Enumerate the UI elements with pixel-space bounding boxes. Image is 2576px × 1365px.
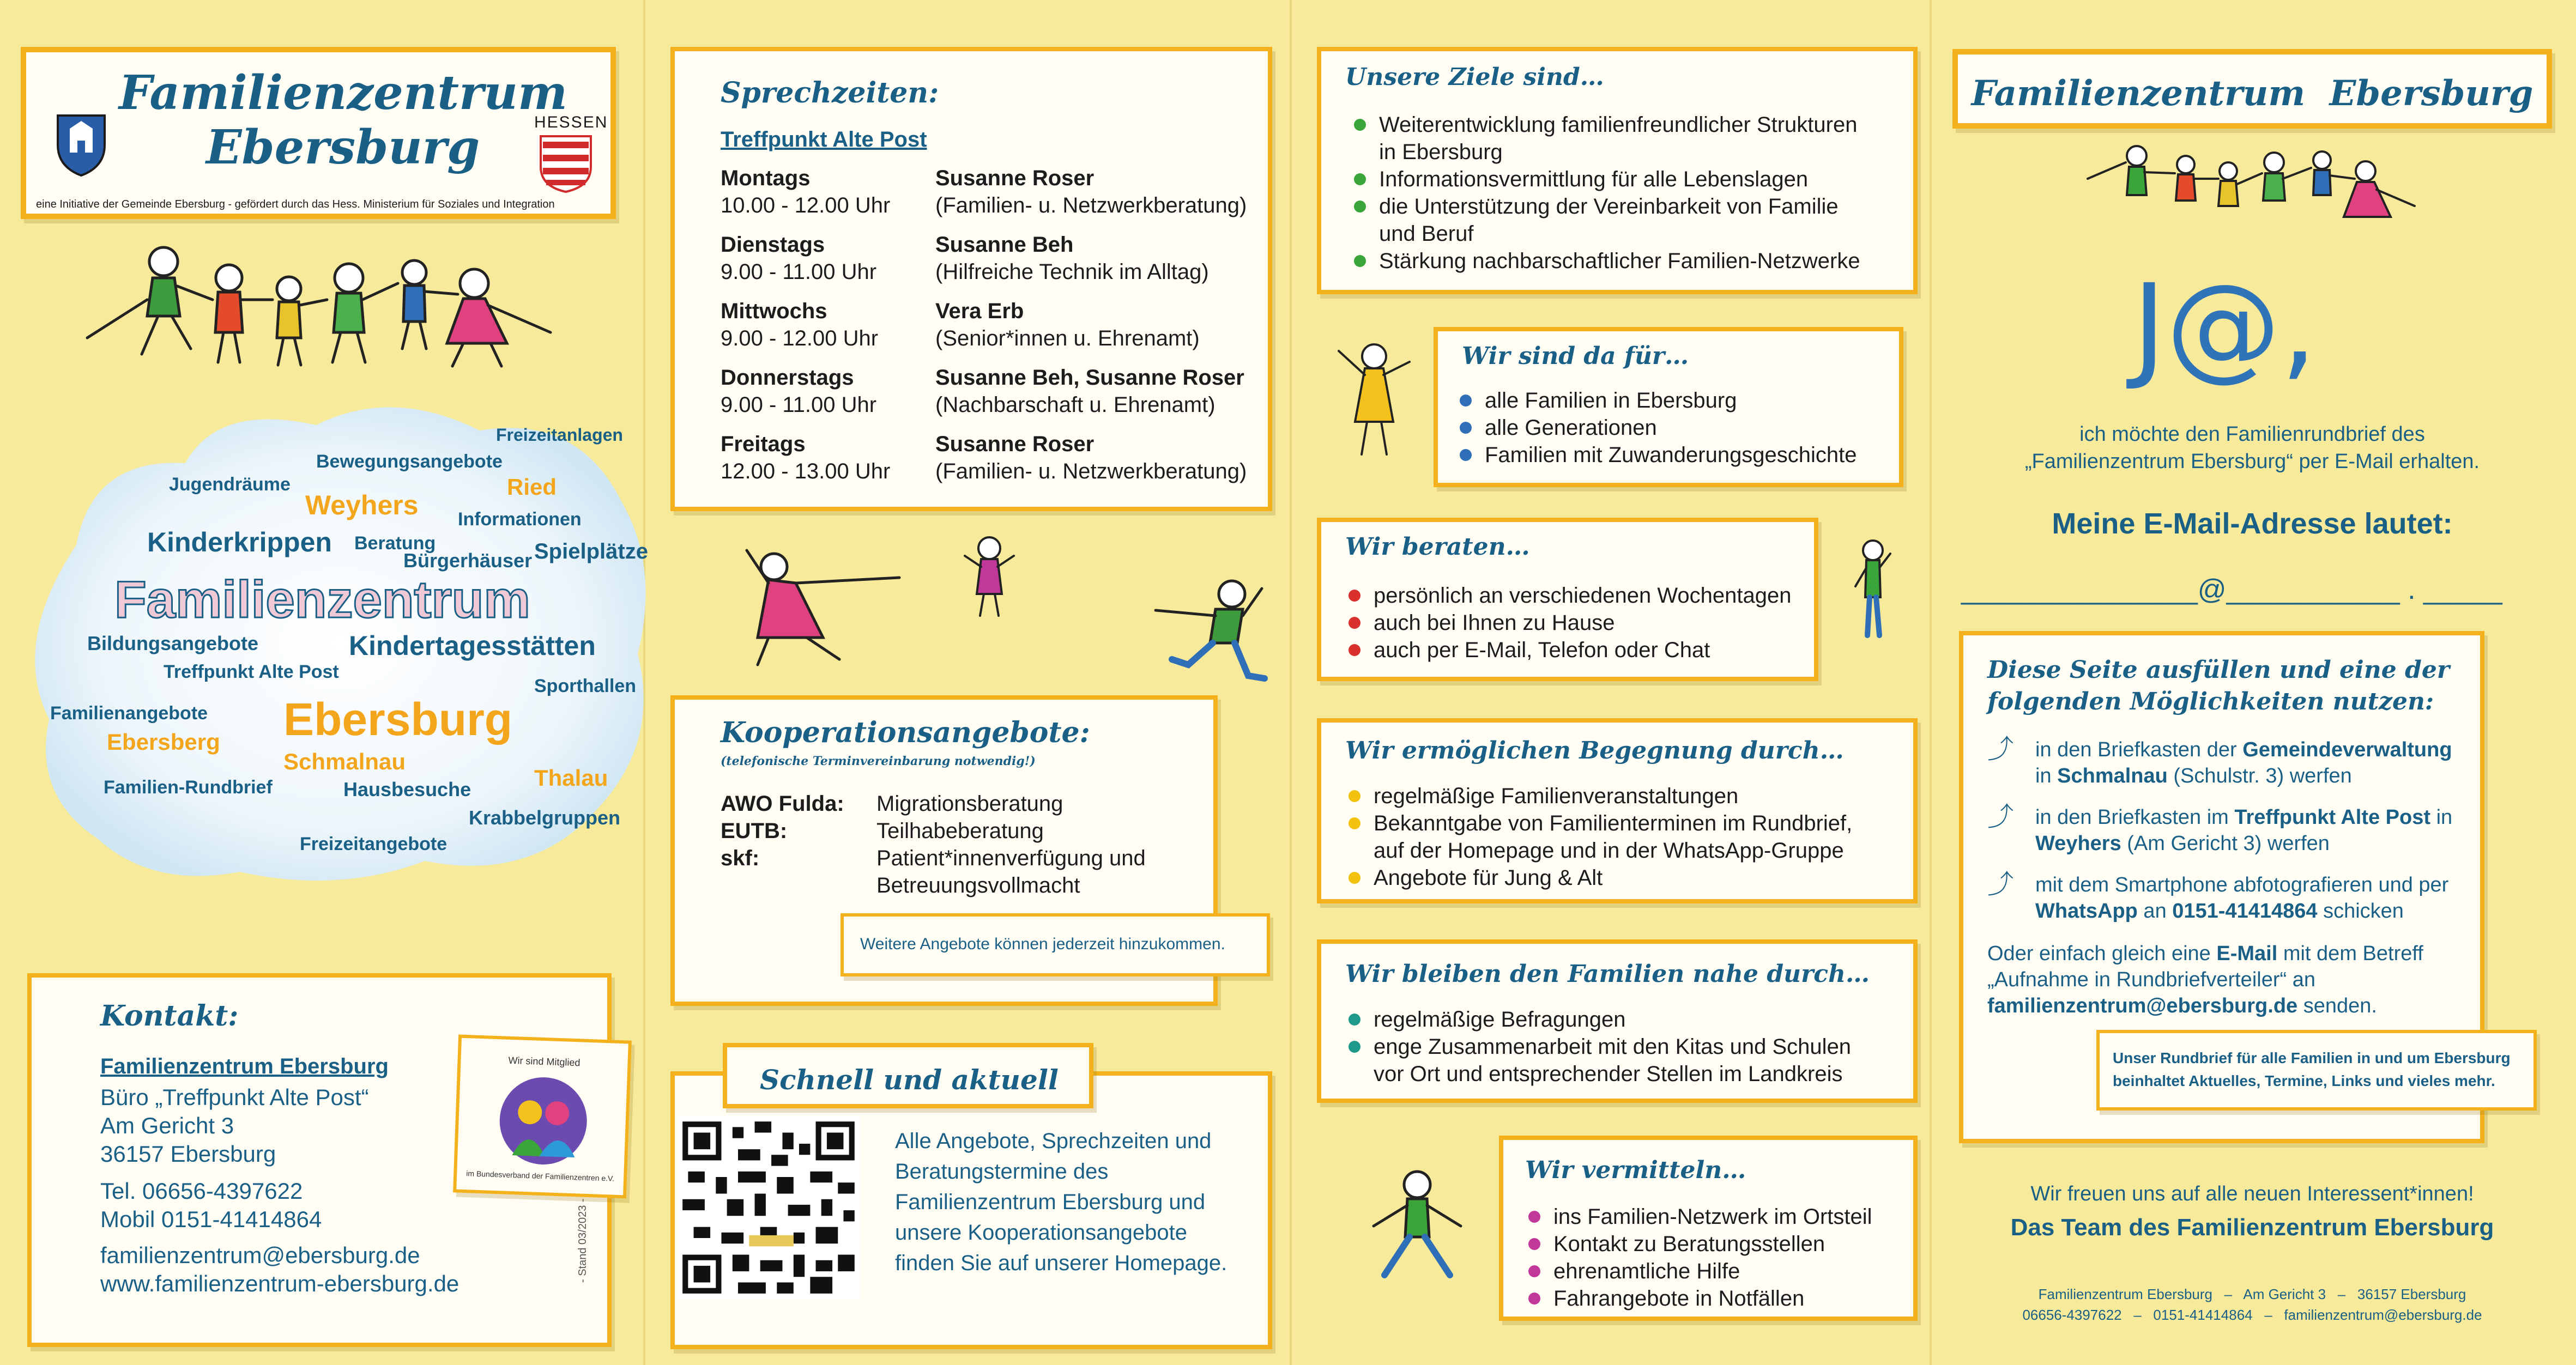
schedule-person-cell: [935, 430, 1247, 497]
schedule-day-cell: [721, 298, 935, 364]
cloud-word: Bildungsangebote: [87, 632, 258, 654]
ziele-heading: Unsere Ziele sind…: [1345, 63, 1604, 91]
option-text: in den Briefkasten der: [2035, 738, 2243, 761]
team-text: Das Team des Familienzentrum Ebersburg: [2010, 1214, 2494, 1241]
list-item-text: Weiterentwicklung familienfreundlicher Strukturen: [1379, 113, 1858, 137]
bullet-icon: [1354, 201, 1366, 213]
kooperation-row: [721, 872, 1146, 899]
email-blank-field[interactable]: _______________@___________ . _____: [1961, 574, 2502, 605]
schedule-time: 9.00 - 11.00 Uhr: [721, 393, 877, 417]
kooperation-note: [840, 913, 1270, 976]
list-item-text: enge Zusammenarbeit mit den Kitas und Schulen: [1374, 1035, 1852, 1059]
cloud-word: Hausbesuche: [343, 778, 471, 800]
cloud-word: Ried: [507, 474, 557, 500]
schnell-box: [670, 1071, 1272, 1349]
alt-text: Oder einfach gleich eine: [1987, 942, 2217, 965]
cloud-word: Familien-Rundbrief: [104, 777, 273, 798]
option-text: in: [2430, 806, 2453, 829]
cloud-word: Jugendräume: [169, 474, 291, 495]
list-item: [1345, 636, 1791, 664]
bullet-icon: [1349, 590, 1360, 602]
kooperation-note-text: Weitere Angebote können jederzeit hinzukommen.: [860, 935, 1225, 953]
member-top: Wir sind Mitglied: [508, 1054, 580, 1069]
list-item: [1456, 414, 1857, 441]
list-item: [1345, 810, 1852, 837]
list-item: [1351, 247, 1860, 275]
begegnung-box: [1317, 718, 1918, 903]
list-item: [1525, 1230, 1872, 1258]
schedule-time: 9.00 - 11.00 Uhr: [721, 260, 877, 284]
hessen-label: HESSEN: [534, 113, 608, 131]
footer-line-2: 06656-4397622 – 0151-41414864 – familienzentrum@ebersburg.de: [2022, 1307, 2482, 1323]
list-item: [1525, 1258, 1872, 1285]
dafuer-list: [1456, 387, 1857, 469]
kontakt-org: Familienzentrum Ebersburg: [100, 1054, 389, 1078]
list-item: [1351, 138, 1860, 166]
fold-line: [1930, 0, 1932, 1365]
kooperation-value: Betreuungsvollmacht: [876, 873, 1080, 897]
list-item-text: regelmäßige Familienveranstaltungen: [1374, 784, 1739, 808]
kooperation-value: Migrationsberatung: [876, 792, 1063, 816]
kooperation-row: [721, 790, 1146, 817]
bullet-icon: [1460, 449, 1472, 461]
schedule-time: 9.00 - 12.00 Uhr: [721, 326, 879, 350]
schedule-time: 10.00 - 12.00 Uhr: [721, 193, 891, 217]
begegnung-heading: Wir ermöglichen Begegnung durch…: [1345, 737, 1844, 765]
list-item-text: ins Familien-Netzwerk im Ortsteil: [1553, 1205, 1872, 1229]
list-item-text: Stärkung nachbarschaftlicher Familien-Netzwerke: [1379, 249, 1860, 273]
schnell-heading: Schnell und aktuell: [760, 1064, 1059, 1096]
kontakt-address: [100, 1083, 369, 1168]
bullet-icon: [1528, 1293, 1540, 1305]
schedule-role: (Familien- u. Netzwerkberatung): [935, 193, 1247, 217]
kontakt-web[interactable]: www.familienzentrum-ebersburg.de: [100, 1271, 459, 1296]
footer-line-1: Familienzentrum Ebersburg – Am Gericht 3 – 36157 Ebersburg: [2038, 1286, 2466, 1302]
title-line1: Familienzentrum: [119, 65, 567, 120]
option-text: schicken: [2317, 900, 2404, 923]
schnell-line: Familienzentrum Ebersburg und: [895, 1190, 1206, 1214]
cloud-word: Sporthallen: [534, 676, 637, 696]
list-item: [1345, 1060, 1851, 1088]
address-line: 36157 Ebersburg: [100, 1141, 276, 1167]
title-box: [21, 47, 616, 219]
hessen-lion-icon: [539, 134, 593, 194]
running-child-icon: [1139, 578, 1270, 687]
schedule-name: Susanne Beh, Susanne Roser: [935, 366, 1244, 390]
kooperation-key: skf:: [721, 846, 760, 870]
option-text-bold: Weyhers: [2035, 832, 2121, 855]
schedule-person-cell: [935, 298, 1200, 364]
begegnung-list: [1345, 782, 1852, 891]
list-item-text: regelmäßige Befragungen: [1374, 1008, 1626, 1032]
bullet-icon: [1528, 1238, 1540, 1250]
ziele-box: [1317, 47, 1918, 294]
alt-text-bold: E-Mail: [2216, 942, 2278, 965]
kooperation-value: Teilhabeberatung: [876, 819, 1044, 843]
kooperation-heading: Kooperationsangebote:: [721, 716, 1090, 749]
option-whatsapp: [1987, 872, 2448, 924]
list-item: [1351, 220, 1860, 247]
cloud-word: Freizeitangebote: [300, 834, 448, 854]
jumping-child-icon: [736, 545, 932, 670]
list-item: [1345, 837, 1852, 864]
list-item-text: in Ebersburg: [1379, 140, 1503, 164]
rundbrief-note: [2096, 1030, 2537, 1111]
schedule-name: Susanne Beh: [935, 233, 1074, 257]
option-text-bold: 0151-41414864: [2172, 900, 2318, 923]
arrow-right-icon: ⤴: [1987, 735, 2014, 764]
schnell-line: finden Sie auf unserer Homepage.: [895, 1251, 1227, 1275]
list-item: [1351, 166, 1860, 193]
kooperation-key: [721, 872, 876, 899]
option-text: (Am Gericht 3) werfen: [2121, 832, 2330, 855]
kooperation-row: [721, 817, 1146, 845]
freuen-text: Wir freuen uns auf alle neuen Interessent*innen!: [2030, 1182, 2474, 1205]
nahe-heading: Wir bleiben den Familien nahe durch…: [1345, 960, 1870, 988]
schnell-line: unsere Kooperationsangebote: [895, 1221, 1187, 1245]
bundesverband-logo-icon: [495, 1073, 591, 1169]
sprechzeiten-table: [721, 165, 1266, 497]
bullet-icon: [1354, 173, 1366, 185]
bullet-icon: [1349, 1041, 1360, 1053]
cloud-word: Bewegungsangebote: [316, 451, 503, 472]
list-item-text: alle Familien in Ebersburg: [1485, 389, 1737, 412]
schedule-row: [721, 364, 1266, 430]
bullet-icon: [1349, 1014, 1360, 1026]
schedule-day-cell: [721, 430, 935, 497]
schedule-day: Dienstags: [721, 233, 825, 257]
schnell-line: Alle Angebote, Sprechzeiten und: [895, 1129, 1212, 1153]
kooperation-value: Patient*innenverfügung und: [876, 846, 1146, 870]
member-badge: [453, 1035, 632, 1199]
schedule-day-cell: [721, 364, 935, 430]
schedule-person-cell: [935, 231, 1209, 298]
list-item-text: vor Ort und entsprechender Stellen im Landkreis: [1374, 1062, 1843, 1086]
kontakt-heading: Kontakt:: [100, 999, 239, 1033]
list-item: [1345, 782, 1852, 810]
list-item: [1351, 111, 1860, 138]
sprechzeiten-heading: Sprechzeiten:: [721, 76, 939, 110]
title-subline: eine Initiative der Gemeinde Ebersburg - gefördert durch das Hess. Ministerium für Soziales und Integration: [36, 198, 555, 210]
ziele-list: [1351, 111, 1860, 275]
schedule-day-cell: [721, 165, 935, 231]
cloud-word: Beratung: [354, 533, 436, 554]
list-item-text: auch bei Ihnen zu Hause: [1374, 611, 1615, 635]
word-cloud: [11, 392, 654, 894]
list-item: [1345, 1006, 1851, 1033]
sprechzeiten-box: [670, 47, 1272, 511]
form-heading-2: folgenden Möglichkeiten nutzen:: [1987, 688, 2434, 715]
list-item-text: Angebote für Jung & Alt: [1374, 866, 1603, 890]
option-text: an: [2137, 900, 2173, 923]
address-line: Büro „Treffpunkt Alte Post“: [100, 1084, 369, 1110]
arrow-right-icon: ⤴: [1987, 870, 2014, 899]
bullet-icon: [1349, 617, 1360, 629]
bullet-icon: [1528, 1211, 1540, 1223]
stand-label: - Stand 03/2023 -: [577, 1198, 589, 1283]
schedule-day: Montags: [721, 166, 811, 190]
schedule-role: (Senior*innen u. Ehrenamt): [935, 326, 1200, 350]
schnell-text: [895, 1126, 1227, 1278]
list-item-text: alle Generationen: [1485, 416, 1657, 440]
bullet-icon: [1349, 644, 1360, 656]
beraten-box: [1317, 518, 1818, 681]
cloud-word-big: Familienzentrum: [114, 571, 530, 629]
schedule-name: Susanne Roser: [935, 432, 1095, 456]
option-text: (Schulstr. 3) werfen: [2167, 765, 2352, 787]
schedule-day: Mittwochs: [721, 299, 827, 323]
boy-standing-icon: [1851, 537, 1895, 641]
schedule-role: (Familien- u. Netzwerkberatung): [935, 459, 1247, 483]
option-text-bold: WhatsApp: [2035, 900, 2138, 923]
alt-text: senden.: [2297, 994, 2377, 1017]
bullet-icon: [1349, 872, 1360, 884]
back-title-box: [1952, 49, 2552, 129]
schedule-day: Freitags: [721, 432, 806, 456]
cloud-word: Bürgerhäuser: [403, 549, 533, 572]
kooperation-row: [721, 845, 1146, 872]
kontakt-email[interactable]: familienzentrum@ebersburg.de: [100, 1242, 420, 1268]
list-item: [1525, 1203, 1872, 1230]
title-line2: Ebersburg: [206, 120, 480, 175]
sprechzeiten-place: Treffpunkt Alte Post: [721, 128, 927, 151]
schedule-time: 12.00 - 13.00 Uhr: [721, 459, 891, 483]
schedule-row: [721, 430, 1266, 497]
arrow-right-icon: ⤴: [1987, 803, 2014, 832]
cloud-word: Spielplätze: [534, 539, 648, 563]
list-item-text: ehrenamtliche Hilfe: [1553, 1259, 1740, 1283]
list-item-text: Familien mit Zuwanderungsgeschichte: [1485, 443, 1857, 467]
schedule-day-cell: [721, 231, 935, 298]
schedule-row: [721, 231, 1266, 298]
coat-of-arms-icon: [55, 112, 108, 178]
list-item-text: und Beruf: [1379, 222, 1474, 246]
dancing-children-illustration-icon: [71, 240, 572, 371]
alt-text: mit dem Betreff: [2277, 942, 2423, 965]
list-item-text: Informationsvermittlung für alle Lebenslagen: [1379, 167, 1809, 191]
address-line: Am Gericht 3: [100, 1113, 234, 1138]
cloud-word: Kindertagesstätten: [349, 630, 596, 661]
email-label: Meine E-Mail-Adresse lautet:: [2052, 507, 2453, 540]
member-bottom: im Bundesverband der Familienzentren e.V.: [466, 1169, 615, 1183]
vermitteln-heading: Wir vermitteln…: [1525, 1156, 1746, 1184]
small-child-icon: [959, 534, 1019, 621]
cloud-word: Schmalnau: [283, 749, 406, 774]
schedule-person-cell: [935, 364, 1244, 430]
cloud-word: Thalau: [534, 765, 608, 791]
option-text-bold: Gemeindeverwaltung: [2242, 738, 2452, 761]
vermitteln-list: [1525, 1203, 1872, 1312]
back-intro-1: ich möchte den Familienrundbrief des: [2079, 423, 2425, 446]
option-gemeinde: [1987, 737, 2452, 789]
beraten-list: [1345, 582, 1791, 664]
list-item-text: persönlich an verschiedenen Wochentagen: [1374, 584, 1792, 608]
option-treffpunkt: [1987, 804, 2452, 857]
list-item: [1345, 609, 1791, 636]
cloud-word: Familienangebote: [50, 703, 208, 724]
form-heading-1: Diese Seite ausfüllen und eine der: [1987, 656, 2450, 684]
list-item: [1351, 193, 1860, 220]
girl-jumping-icon: [1333, 340, 1415, 460]
option-text: in den Briefkasten im: [2035, 806, 2235, 829]
option-text: in: [2035, 765, 2058, 787]
bullet-icon: [1460, 422, 1472, 434]
list-item: [1345, 864, 1852, 891]
list-item-text: Fahrangebote in Notfällen: [1553, 1287, 1805, 1311]
schnell-line: Beratungstermine des: [895, 1160, 1109, 1184]
bullet-icon: [1354, 255, 1366, 267]
list-item: [1345, 1033, 1851, 1060]
kooperation-key: AWO Fulda:: [721, 792, 844, 816]
beraten-heading: Wir beraten…: [1345, 533, 1530, 561]
cloud-word: Informationen: [458, 509, 582, 530]
nahe-list: [1345, 1006, 1851, 1088]
alt-email[interactable]: familienzentrum@ebersburg.de: [1987, 994, 2298, 1017]
schedule-name: Vera Erb: [935, 299, 1024, 323]
list-item-text: Kontakt zu Beratungsstellen: [1553, 1232, 1825, 1256]
back-title: Familienzentrum Ebersburg: [1971, 73, 2533, 114]
alt-text: „Aufnahme in Rundbriefverteiler“ an: [1987, 968, 2315, 991]
vermitteln-box: [1499, 1136, 1918, 1321]
schedule-row: [721, 165, 1266, 231]
kontakt-mobil[interactable]: Mobil 0151-41414864: [100, 1206, 322, 1232]
cloud-word: Ebersberg: [107, 729, 220, 755]
list-item-text: auf der Homepage und in der WhatsApp-Gruppe: [1374, 839, 1844, 863]
bullet-icon: [1528, 1265, 1540, 1277]
fold-line: [1290, 0, 1292, 1365]
qr-code-icon: [677, 1116, 860, 1299]
schedule-role: (Hilfreiche Technik im Alltag): [935, 260, 1209, 284]
bullet-icon: [1460, 395, 1472, 407]
cloud-word: Weyhers: [305, 490, 419, 520]
cloud-word: Treffpunkt Alte Post: [164, 662, 339, 682]
list-item: [1456, 387, 1857, 414]
option-text-bold: Schmalnau: [2057, 765, 2168, 787]
dafuer-box: [1434, 327, 1903, 487]
nahe-box: [1317, 939, 1918, 1103]
kooperation-table: [721, 790, 1146, 899]
cloud-word: Kinderkrippen: [147, 527, 332, 557]
list-item-text: die Unterstützung der Vereinbarkeit von Familie: [1379, 195, 1839, 219]
rundbrief-note-2: beinhaltet Aktuelles, Termine, Links und vieles mehr.: [2113, 1072, 2495, 1089]
schnell-heading-tab: [723, 1043, 1093, 1108]
bullet-icon: [1354, 119, 1366, 131]
cloud-word: Freizeitanlagen: [496, 425, 623, 445]
schedule-row: [721, 298, 1266, 364]
kooperation-sub: (telefonische Terminvereinbarung notwendig!): [721, 754, 1036, 768]
dancing-children-small-icon: [2082, 141, 2420, 233]
star-jump-child-icon: [1363, 1166, 1472, 1286]
cloud-word-big2: Ebersburg: [283, 694, 513, 745]
list-item: [1456, 441, 1857, 469]
ja-logo: J@,: [2132, 259, 2317, 393]
schedule-day: Donnerstags: [721, 366, 854, 390]
schedule-name: Susanne Roser: [935, 166, 1095, 190]
list-item-text: Bekanntgabe von Familienterminen im Rundbrief,: [1374, 811, 1853, 835]
kontakt-tel[interactable]: Tel. 06656-4397622: [100, 1178, 303, 1204]
rundbrief-note-1: Unser Rundbrief für alle Familien in und um Ebersburg: [2113, 1049, 2511, 1066]
kooperation-key: EUTB:: [721, 819, 788, 843]
list-item: [1345, 582, 1791, 609]
bullet-icon: [1349, 790, 1360, 802]
option-text-bold: Treffpunkt Alte Post: [2234, 806, 2431, 829]
dafuer-heading: Wir sind da für…: [1462, 342, 1689, 370]
schedule-role: (Nachbarschaft u. Ehrenamt): [935, 393, 1216, 417]
alternative-email: [1987, 941, 2423, 1019]
schedule-person-cell: [935, 165, 1247, 231]
cloud-word: Krabbelgruppen: [469, 806, 621, 829]
option-text: mit dem Smartphone abfotografieren und per: [2035, 873, 2449, 896]
bullet-icon: [1349, 817, 1360, 829]
list-item-text: auch per E-Mail, Telefon oder Chat: [1374, 638, 1710, 662]
back-intro-2: „Familienzentrum Ebersburg“ per E-Mail erhalten.: [2024, 450, 2480, 473]
list-item: [1525, 1285, 1872, 1312]
